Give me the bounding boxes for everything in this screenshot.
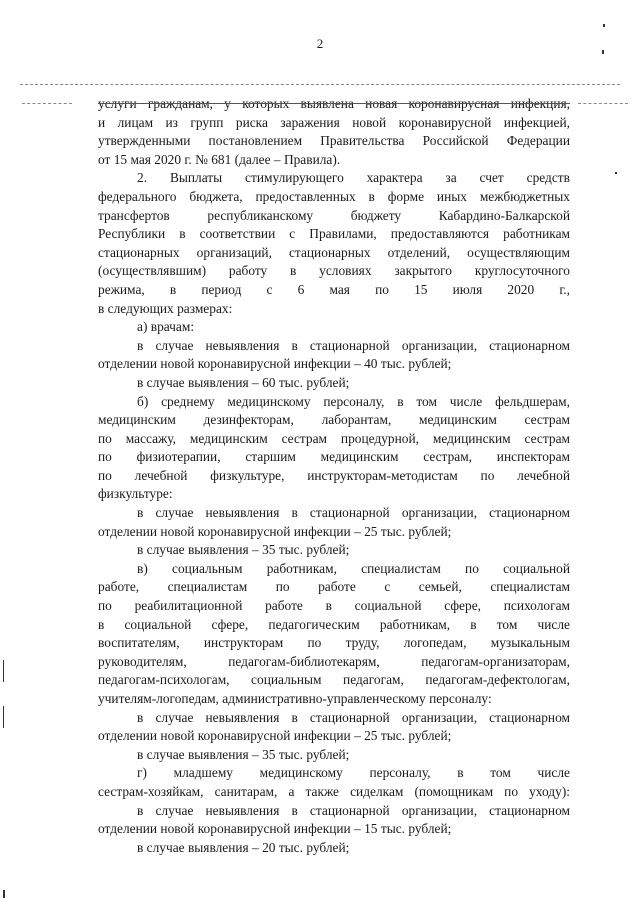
text-line: от 15 мая 2020 г. № 681 (далее – Правила).	[98, 151, 341, 167]
text-line: услуги гражданам, у которых выявлена новая коронавирусная инфекция,	[98, 96, 570, 111]
text-line: воспитателям, инструкторам по труду, логопедам, музыкальным	[98, 635, 570, 651]
text-line: Республики в соответствии с Правилами, предоставляются работникам	[98, 226, 570, 242]
text-line: отделении новой коронавирусной инфекции – 40 тыс. рублей;	[98, 356, 452, 372]
scan-edge-mark	[3, 660, 4, 682]
text-line: г) младшему медицинскому персоналу, в том числе	[137, 765, 570, 781]
text-line: в случае выявления – 35 тыс. рублей;	[137, 746, 350, 762]
text-line: руководителям, педагогам-библиотекарям, педагогам-организаторам,	[98, 653, 570, 669]
scan-dash-line	[22, 103, 72, 105]
text-line: б) среднему медицинскому персоналу, в том числе фельдшерам,	[137, 393, 570, 409]
text-line: а) врачам:	[137, 319, 195, 335]
text-line: в) социальным работникам, специалистам по социальной	[137, 560, 570, 576]
scan-dash-line	[20, 84, 620, 86]
text-line: медицинским дезинфекторам, лаборантам, медицинским сестрам	[98, 412, 570, 428]
text-line: в случае невыявления в стационарной организации, стационарном	[137, 802, 570, 818]
text-line: в случае выявления – 20 тыс. рублей;	[137, 839, 350, 855]
page-number: 2	[316, 36, 324, 51]
scan-dash-line	[578, 103, 628, 105]
text-line: в случае невыявления в стационарной организации, стационарном	[137, 337, 570, 353]
text-line: в случае выявления – 35 тыс. рублей;	[137, 542, 350, 558]
text-line: в случае невыявления в стационарной организации, стационарном	[137, 709, 570, 725]
document-body	[98, 95, 570, 857]
text-line: отделении новой коронавирусной инфекции – 25 тыс. рублей;	[98, 523, 452, 539]
text-line: в случае выявления – 60 тыс. рублей;	[137, 374, 350, 390]
text-line: утвержденными постановлением Правительства Российской Федерации	[98, 133, 570, 149]
text-line: (осуществлявшим) работу в условиях закрытого круглосуточного	[98, 263, 570, 279]
text-line: по реабилитационной работе в социальной сфере, психологам	[98, 598, 570, 614]
scan-edge-mark	[3, 706, 4, 728]
text-line: учителям-логопедам, административно-управленческому персоналу:	[98, 691, 492, 706]
text-line: педагогам-психологам, социальным педагогам, педагогам-дефектологам,	[98, 672, 570, 688]
text-line: в случае невыявления в стационарной организации, стационарном	[137, 505, 570, 521]
text-line: федерального бюджета, предоставленных в форме иных межбюджетных	[98, 188, 570, 204]
text-line: 2. Выплаты стимулирующего характера за счет средств	[137, 170, 570, 186]
text-line: трансфертов республиканскому бюджету Кабардино-Балкарской	[98, 207, 570, 223]
text-line: работе, специалистам по работе с семьей, специалистам	[98, 579, 570, 595]
text-line: в следующих размерах:	[98, 300, 233, 316]
text-line: по массажу, медицинским сестрам процедурной, медицинским сестрам	[98, 430, 570, 446]
scan-dot	[603, 24, 605, 27]
text-line: сестрам-хозяйкам, санитарам, а также сиделкам (помощникам по уходу):	[98, 783, 570, 799]
text-line: по физиотерапии, старшим медицинским сестрам, инспекторам	[98, 449, 570, 465]
scan-dot	[615, 172, 617, 174]
text-line: отделении новой коронавирусной инфекции – 15 тыс. рублей;	[98, 821, 452, 837]
text-line: и лицам из групп риска заражения новой коронавирусной инфекцией,	[98, 114, 570, 130]
text-line: физкультуре:	[98, 486, 173, 502]
scan-edge-mark	[3, 890, 5, 898]
text-line: режима, в период с 6 мая по 15 июля 2020 г.,	[98, 281, 570, 297]
text-line: отделении новой коронавирусной инфекции – 25 тыс. рублей;	[98, 728, 452, 744]
text-line: стационарных организаций, стационарных отделений, осуществляющим	[98, 244, 570, 260]
text-line: в социальной сфере, педагогическим работникам, в том числе	[98, 616, 570, 632]
text-line: по лечебной физкультуре, инструкторам-методистам по лечебной	[98, 467, 570, 483]
